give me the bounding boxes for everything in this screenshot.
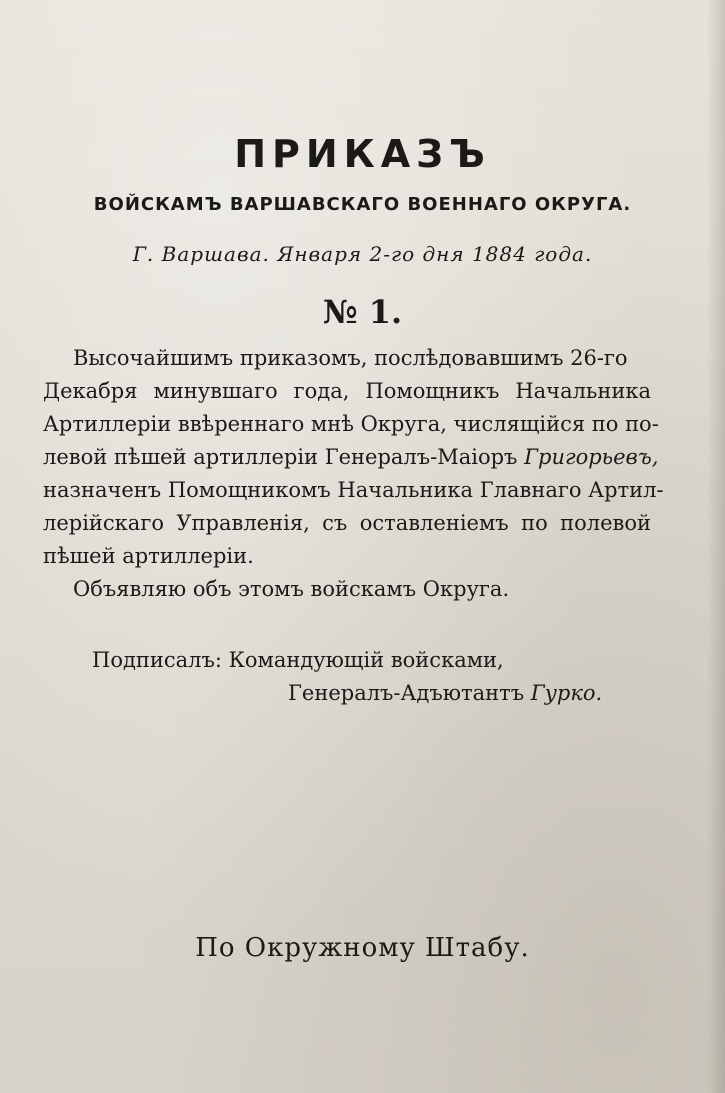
signatory-name: Гурко. (530, 681, 603, 705)
body-line-2: Декабря минувшаго года, Помощникъ Начальника (43, 379, 651, 403)
place-date-line: Г. Варшава. Января 2-го дня 1884 года. (132, 242, 593, 266)
body-line-4-text: левой пѣшей артиллеріи Генералъ-Маіоръ (43, 445, 525, 469)
body-line-6: лерійскаго Управленія, съ оставленіемъ по полевой (43, 511, 651, 535)
body-line-5: назначенъ Помощникомъ Начальника Главнаго Артил- (43, 478, 664, 502)
footer-line: По Окружному Штабу. (195, 933, 530, 963)
body-line-1: Высочайшимъ приказомъ, послѣдовавшимъ 26-го (73, 346, 628, 370)
order-number: № 1. (322, 293, 403, 331)
document-title: ПРИКАЗЪ (234, 132, 491, 176)
document-subtitle: ВОЙСКАМЪ ВАРШАВСКАГО ВОЕННАГО ОКРУГА. (93, 194, 632, 215)
body-line-4 (43, 442, 658, 473)
signature-line-2 (288, 678, 602, 709)
body-line-3: Артиллеріи ввѣреннаго мнѣ Округа, числящійся по по- (43, 412, 659, 436)
general-name: Григорьевъ, (524, 445, 659, 469)
body-line-7: пѣшей артиллеріи. (43, 544, 254, 568)
signature-rank: Генералъ-Адъютантъ (288, 681, 531, 705)
signature-line-1: Подписалъ: Командующій войсками, (92, 648, 504, 672)
body-line-8: Объявляю объ этомъ войскамъ Округа. (73, 577, 510, 601)
